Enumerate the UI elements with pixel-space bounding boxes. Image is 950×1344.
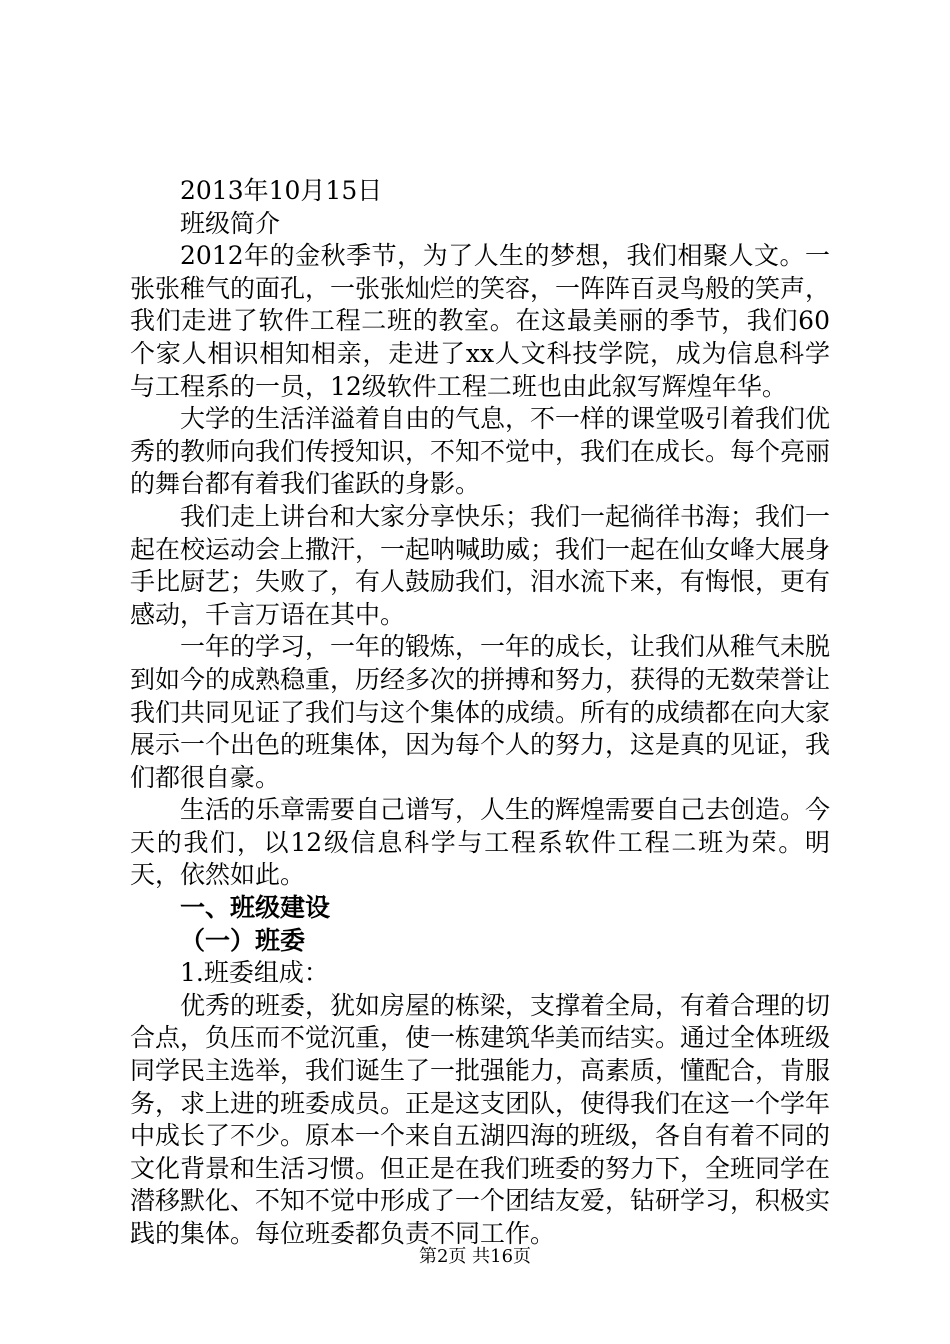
paragraph: 优秀的班委，犹如房屋的栋梁，支撑着全局，有着合理的切合点，负压而不觉沉重，使一栋建筑华美而结实。通过全体班级同学民主选举，我们诞生了一批强能力，高素质，懂配合，肯服务，求上进的班委成员。正是这支团队，使得我们在这一个学年中成长了不少。原本一个来自五湖四海的班级，各自有着不同的文化背景和生活习惯。但正是在我们班委的努力下，全班同学在潜移默化、不知不觉中形成了一个团结友爱，钻研学习，积极实践的集体。每位班委都负责不同工作。: [130, 990, 831, 1248]
paragraph: 生活的乐章需要自己谱写，人生的辉煌需要自己去创造。今天的我们，以12级信息科学与工程系软件工程二班为荣。明天，依然如此。: [130, 795, 831, 890]
date-line: 2013年10月15日: [180, 176, 383, 205]
subheading-committee-composition: 1.班委组成：: [180, 958, 329, 988]
paragraph: 一年的学习，一年的锻炼，一年的成长，让我们从稚气未脱到如今的成熟稳重，历经多次的拼搏和努力，获得的无数荣誉让我们共同见证了我们与这个集体的成绩。所有的成绩都在向大家展示一个出色的班集体，因为每个人的努力，这是真的见证，我们都很自豪。: [130, 632, 831, 792]
paragraph: 大学的生活洋溢着自由的气息，不一样的课堂吸引着我们优秀的教师向我们传授知识，不知不觉中，我们在成长。每个亮丽的舞台都有着我们雀跃的身影。: [130, 404, 831, 499]
section-title: 班级简介: [180, 208, 281, 238]
heading-class-construction: 一、班级建设: [180, 893, 331, 923]
page-footer: 第2页 共16页: [418, 1246, 532, 1267]
heading-class-committee: （一）班委: [180, 925, 306, 955]
paragraph: 2012年的金秋季节，为了人生的梦想，我们相聚人文。一张张稚气的面孔，一张张灿烂的笑容，一阵阵百灵鸟般的笑声，我们走进了软件工程二班的教室。在这最美丽的季节，我们60个家人相识相知相亲，走进了xx人文科技学院，成为信息科学与工程系的一员，12级软件工程二班也由此叙写辉煌年华。: [130, 241, 831, 401]
paragraph: 我们走上讲台和大家分享快乐；我们一起徜徉书海；我们一起在校运动会上撒汗，一起呐喊助威；我们一起在仙女峰大展身手比厨艺；失败了，有人鼓励我们，泪水流下来，有悔恨，更有感动，千言万语在其中。: [130, 501, 831, 629]
document-body: [130, 175, 830, 1251]
